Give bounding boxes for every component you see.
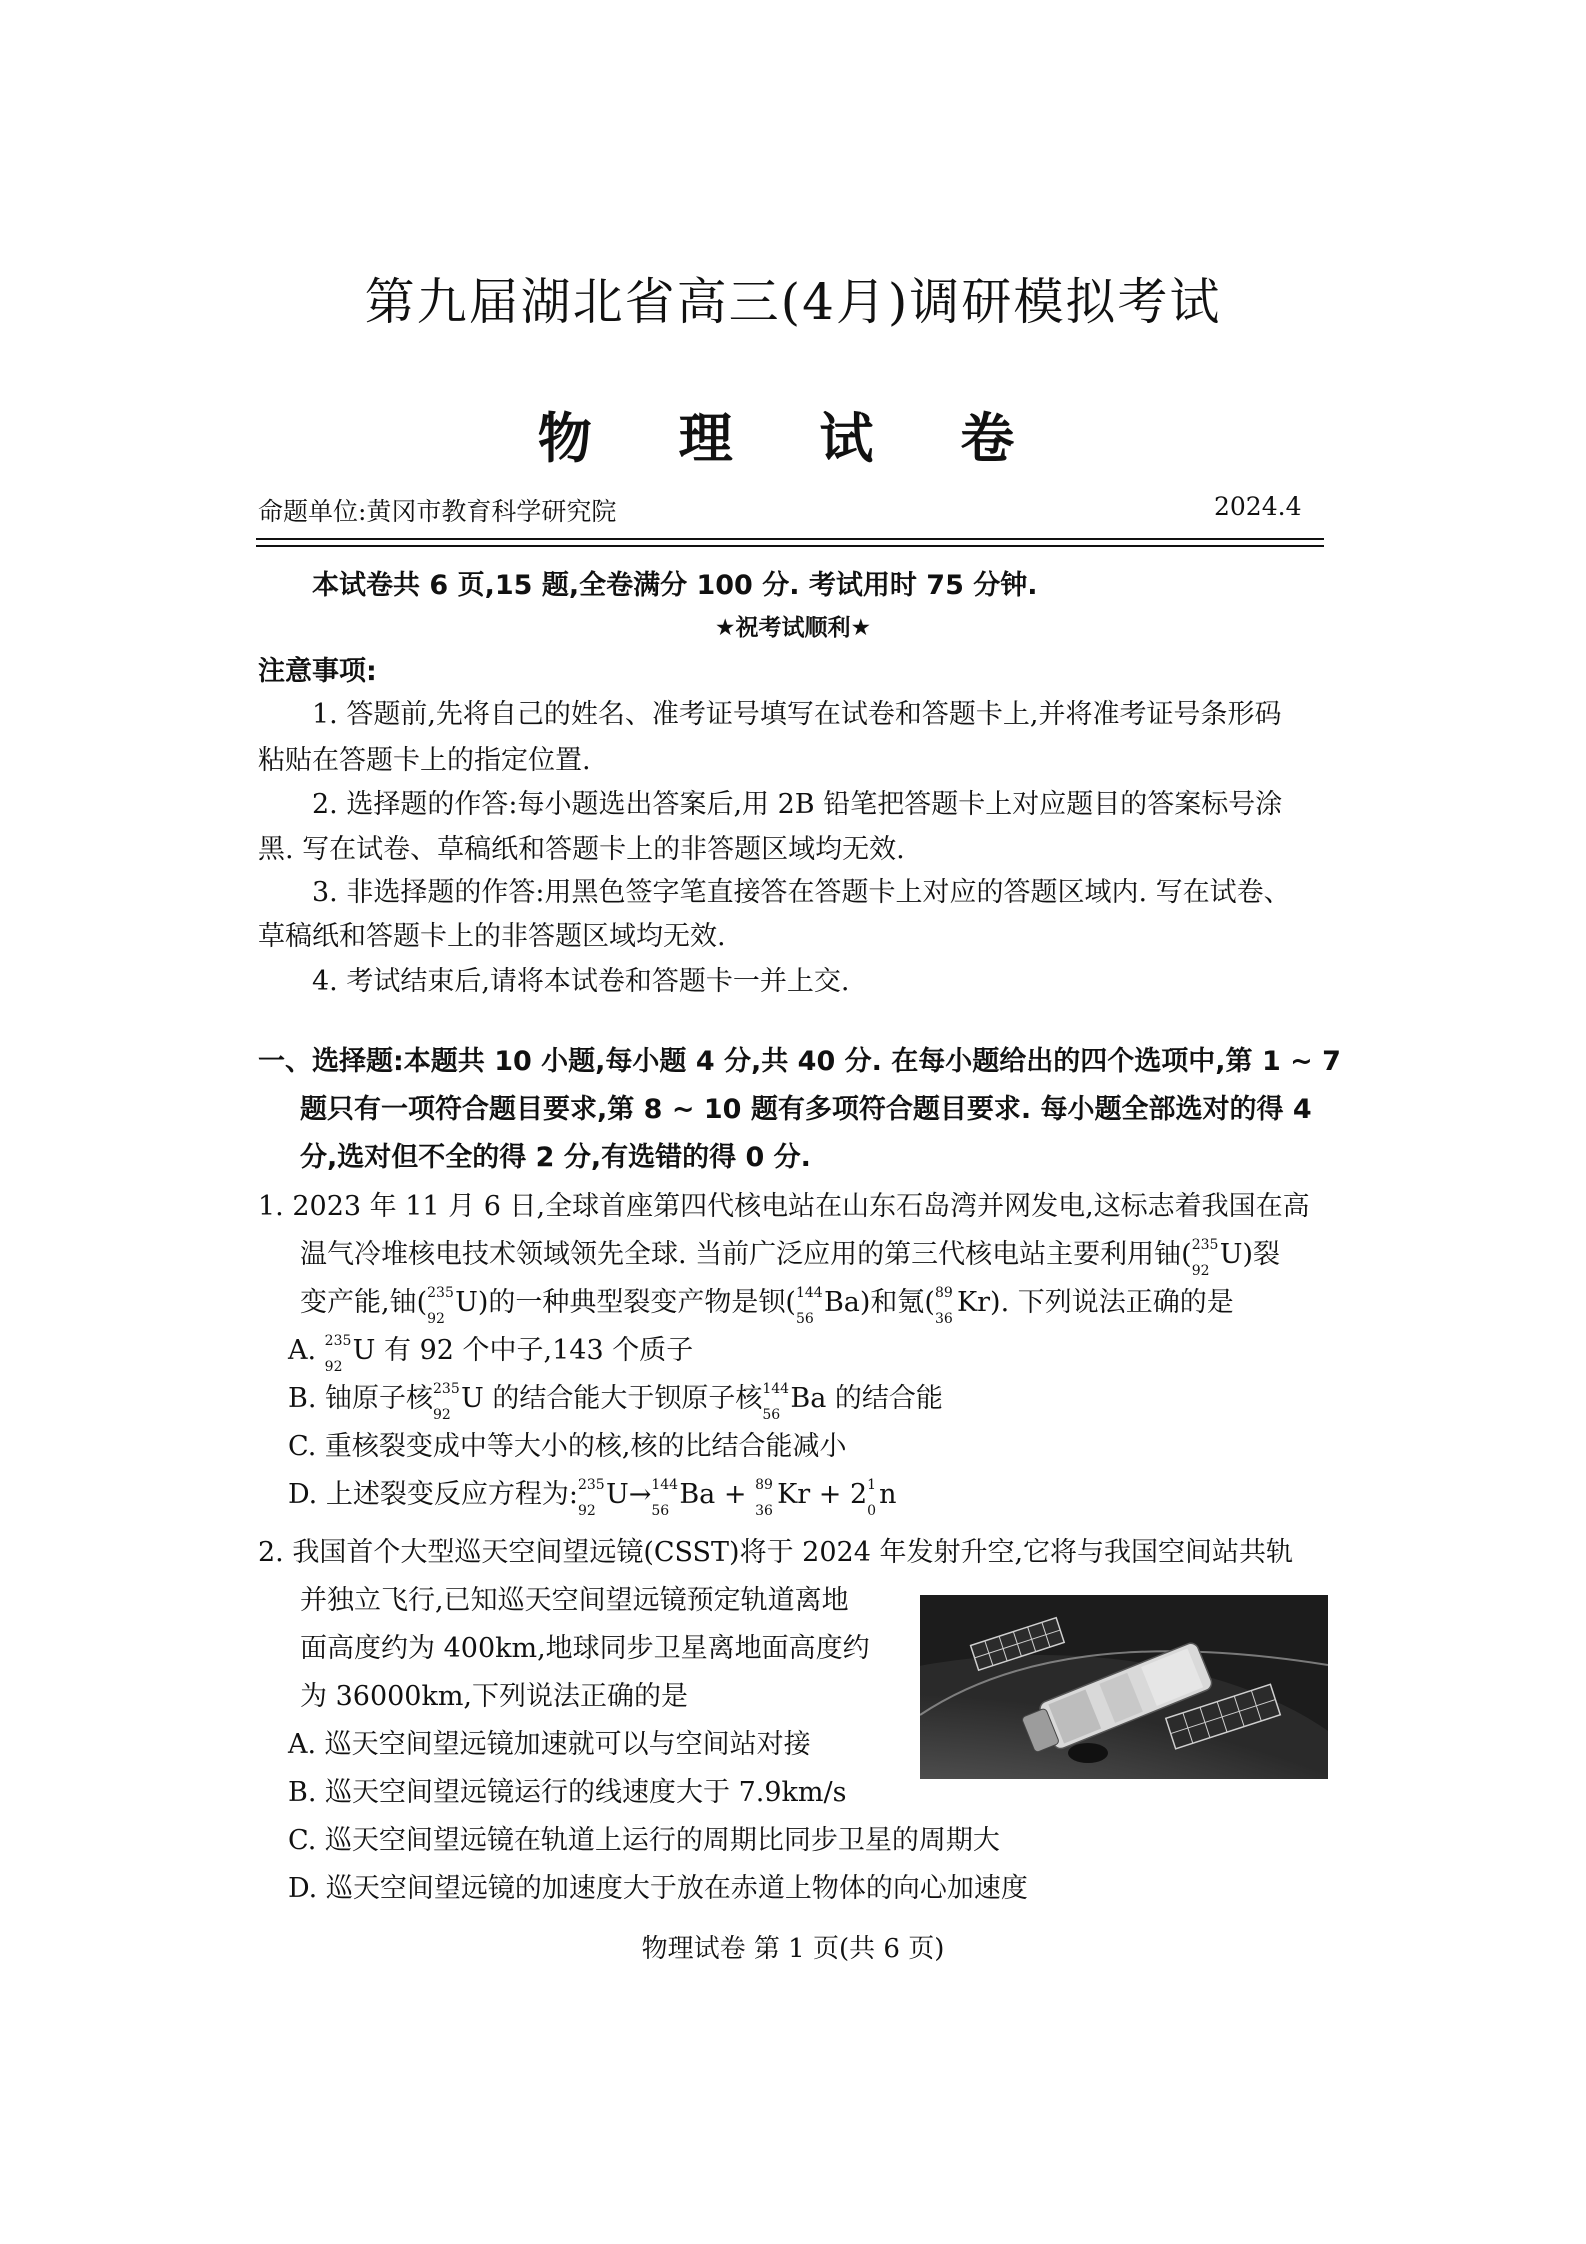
option-text: D. 上述裂变反应方程为: <box>288 1479 578 1510</box>
nuclide-ba144 <box>762 1379 790 1423</box>
q2-stem-line: 面高度约为 400km,地球同步卫星离地面高度约 <box>300 1633 870 1664</box>
q1-text: 变产能,铀( <box>300 1287 428 1318</box>
option-text: Ba 的结合能 <box>790 1383 943 1414</box>
option-label: A. <box>288 1335 325 1366</box>
q1-option-b <box>288 1379 943 1423</box>
mass-number: 235 <box>433 1381 460 1397</box>
option-text: U→ <box>605 1479 652 1510</box>
q2-stem-line: 为 36000km,下列说法正确的是 <box>300 1681 689 1712</box>
option-text: B. 铀原子核 <box>288 1383 434 1414</box>
notice-line: 粘贴在答题卡上的指定位置. <box>258 745 591 776</box>
nuclide-kr89 <box>755 1475 777 1519</box>
exam-summary: 本试卷共 6 页,15 题,全卷满分 100 分. 考试用时 75 分钟. <box>312 570 1038 601</box>
notice-line: 1. 答题前,先将自己的姓名、准考证号填写在试卷和答题卡上,并将准考证号条形码 <box>312 699 1282 730</box>
atomic-number: 92 <box>324 1359 343 1375</box>
notice-line: 3. 非选择题的作答:用黑色签字笔直接答在答题卡上对应的答题区域内. 写在试卷、 <box>312 877 1291 908</box>
nuclide-u235 <box>427 1283 455 1327</box>
subject-title: 物 理 试 卷 <box>537 407 1049 470</box>
section-heading-line: 一、选择题:本题共 10 小题,每小题 4 分,共 40 分. 在每小题给出的四个选项中,第 1 ~ 7 <box>258 1046 1341 1077</box>
atomic-number: 56 <box>651 1503 670 1519</box>
notice-line: 草稿纸和答题卡上的非答题区域均无效. <box>258 921 726 952</box>
mass-number: 144 <box>762 1381 790 1397</box>
atomic-number: 56 <box>762 1407 781 1423</box>
atomic-number: 36 <box>755 1503 773 1519</box>
author-unit: 命题单位:黄冈市教育科学研究院 <box>258 497 617 526</box>
atomic-number: 0 <box>867 1503 877 1519</box>
q2-stem-line: 并独立飞行,已知巡天空间望远镜预定轨道离地 <box>300 1585 849 1616</box>
q2-option-c: C. 巡天空间望远镜在轨道上运行的周期比同步卫星的周期大 <box>288 1825 1000 1856</box>
notice-line: 4. 考试结束后,请将本试卷和答题卡一并上交. <box>312 966 850 997</box>
mass-number: 235 <box>1191 1237 1219 1253</box>
atomic-number: 36 <box>934 1311 953 1327</box>
q1-stem-line: 1. 2023 年 11 月 6 日,全球首座第四代核电站在山东石岛湾并网发电,这标志着我国在高 <box>258 1191 1310 1222</box>
atomic-number: 56 <box>795 1311 814 1327</box>
atomic-number: 92 <box>577 1503 596 1519</box>
q2-stem-line: 2. 我国首个大型巡天空间望远镜(CSST)将于 2024 年发射升空,它将与我国空间站共轨 <box>258 1537 1294 1568</box>
q1-option-a <box>288 1331 694 1375</box>
mass-number: 144 <box>795 1285 823 1301</box>
nuclide-u235 <box>577 1475 606 1519</box>
space-telescope-illustration <box>920 1595 1328 1779</box>
exam-date: 2024.4 <box>1214 492 1302 521</box>
nuclide-u235 <box>324 1331 353 1375</box>
q1-option-c: C. 重核裂变成中等大小的核,核的比结合能减小 <box>288 1431 847 1462</box>
notice-line: 黑. 写在试卷、草稿纸和答题卡上的非答题区域均无效. <box>258 834 905 865</box>
atomic-number: 92 <box>427 1311 445 1327</box>
notice-heading: 注意事项: <box>258 656 377 687</box>
good-luck-wish: ★祝考试顺利★ <box>714 615 872 641</box>
q2-option-a: A. 巡天空间望远镜加速就可以与空间站对接 <box>288 1729 811 1760</box>
nuclide-u235 <box>1191 1235 1220 1279</box>
option-text: U 的结合能大于钡原子核 <box>461 1383 763 1414</box>
mass-number: 144 <box>651 1477 679 1493</box>
exam-title: 第九届湖北省高三(4月)调研模拟考试 <box>364 273 1222 331</box>
mass-number: 1 <box>867 1477 877 1493</box>
nuclide-neutron <box>867 1475 879 1519</box>
section-heading-line: 分,选对但不全的得 2 分,有选错的得 0 分. <box>300 1142 811 1173</box>
nuclide-kr89 <box>934 1283 957 1327</box>
atomic-number: 92 <box>433 1407 451 1423</box>
header-rule-bottom <box>256 545 1324 547</box>
notice-line: 2. 选择题的作答:每小题选出答案后,用 2B 铅笔把答题卡上对应题目的答案标号涂 <box>312 789 1283 820</box>
q1-text: U)的一种典型裂变产物是钡( <box>455 1287 796 1318</box>
mass-number: 235 <box>427 1285 454 1301</box>
nuclide-u235 <box>433 1379 461 1423</box>
q1-option-d <box>288 1475 897 1519</box>
section-heading-line: 题只有一项符合题目要求,第 8 ~ 10 题有多项符合题目要求. 每小题全部选对的得 4 <box>300 1094 1312 1125</box>
page-footer: 物理试卷 第 1 页(共 6 页) <box>641 1934 945 1964</box>
q2-option-d: D. 巡天空间望远镜的加速度大于放在赤道上物体的向心加速度 <box>288 1873 1028 1904</box>
option-text: Ba + <box>679 1479 756 1510</box>
q1-stem-line <box>300 1283 1234 1327</box>
q2-option-b: B. 巡天空间望远镜运行的线速度大于 7.9km/s <box>288 1777 847 1808</box>
q1-text: Ba)和氪( <box>823 1287 935 1318</box>
mass-number: 235 <box>577 1477 605 1493</box>
nuclide-ba144 <box>795 1283 824 1327</box>
option-text: U 有 92 个中子,143 个质子 <box>352 1335 694 1366</box>
mass-number: 235 <box>324 1333 352 1349</box>
nuclide-ba144 <box>651 1475 679 1519</box>
q1-text: Kr). 下列说法正确的是 <box>956 1287 1234 1318</box>
option-text: Kr + 2 <box>777 1479 868 1510</box>
option-text: n <box>879 1479 897 1510</box>
header-rule-top <box>256 538 1324 540</box>
atomic-number: 92 <box>1191 1263 1210 1279</box>
mass-number: 89 <box>755 1477 773 1493</box>
q1-text: U)裂 <box>1219 1239 1280 1270</box>
mass-number: 89 <box>934 1285 953 1301</box>
q1-text: 温气冷堆核电技术领域领先全球. 当前广泛应用的第三代核电站主要利用铀( <box>300 1239 1192 1270</box>
q1-stem-line <box>300 1235 1280 1279</box>
space-telescope-image <box>920 1595 1328 1779</box>
